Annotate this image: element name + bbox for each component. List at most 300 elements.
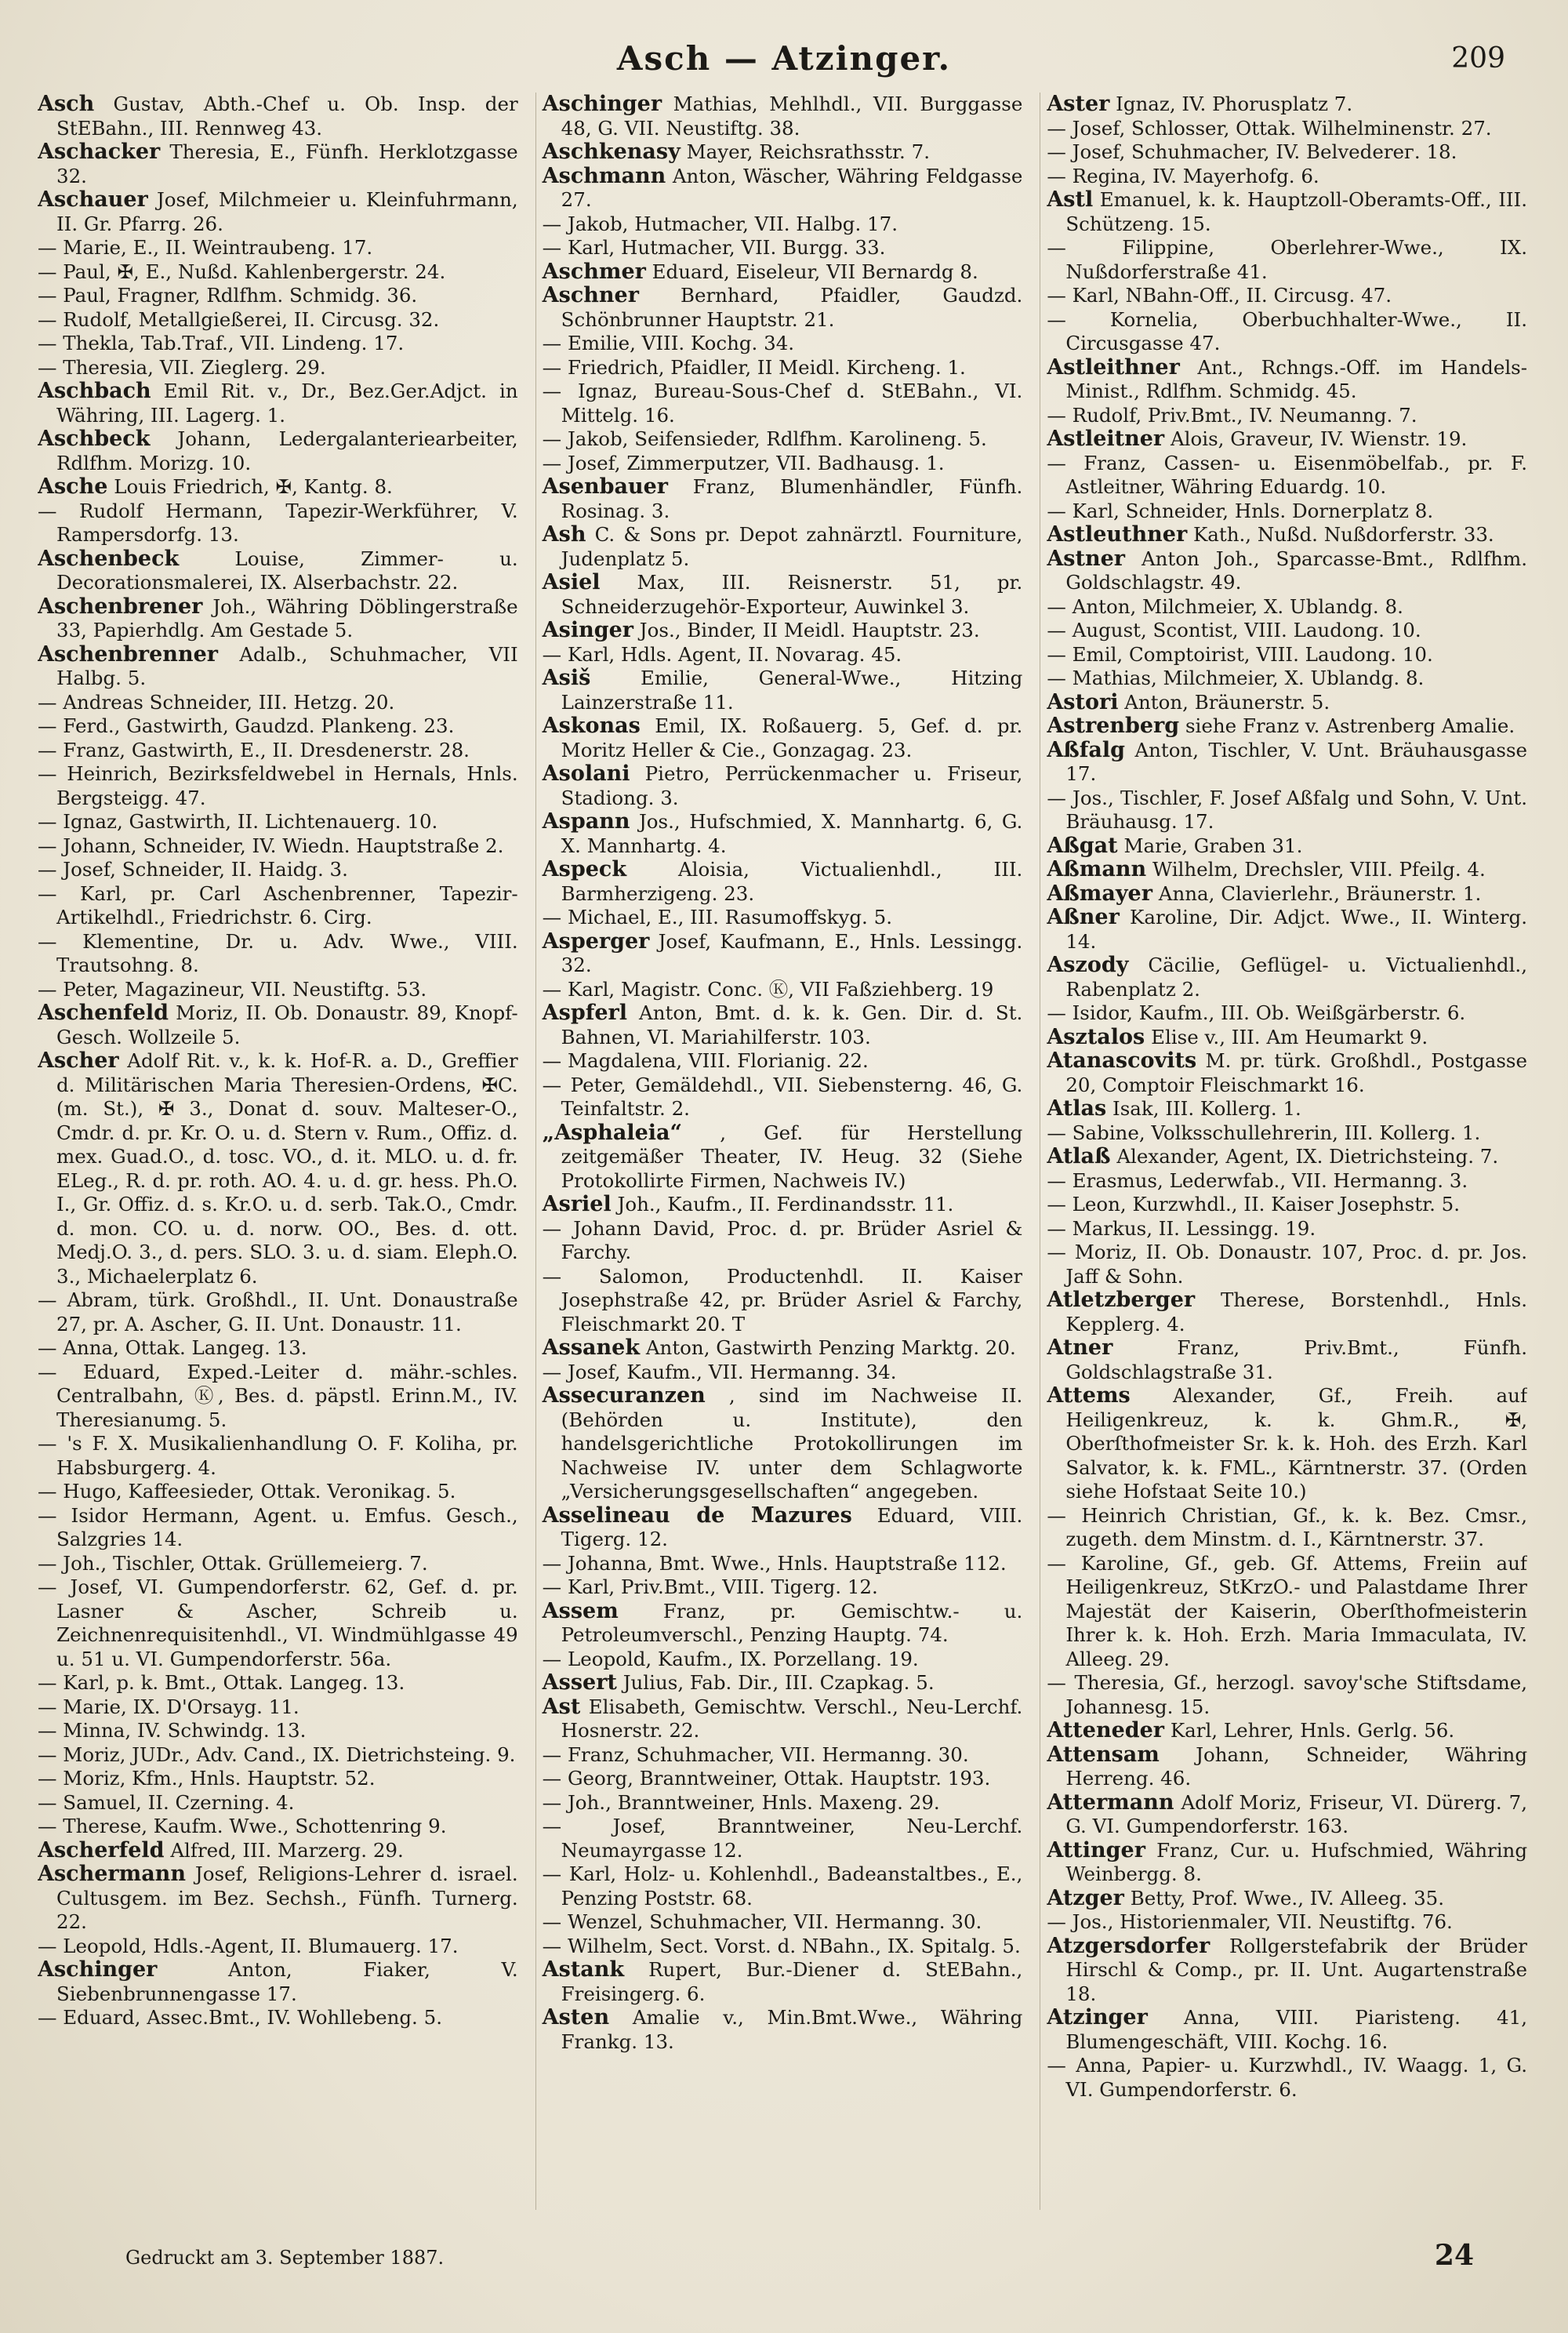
directory-entry [543, 1384, 1023, 1504]
directory-entry [543, 1743, 1023, 1768]
directory-entry [543, 667, 1023, 714]
directory-entry [38, 1504, 518, 1552]
entry-text: Kath., Nußd. Nußdorferstr. 33. [1192, 523, 1494, 546]
directory-entry [1047, 1241, 1527, 1288]
entry-surname: Astl [1047, 187, 1094, 212]
directory-entry [38, 547, 518, 595]
sheet-number: 24 [1434, 2239, 1474, 2272]
entry-text: — Heinrich, Bezirksfeldwebel in Hernals, Hnls. Bergsteigg. 47. [38, 762, 518, 809]
entry-text: Ignaz, IV. Phorusplatz 7. [1116, 93, 1353, 115]
entry-text: — Karl, NBahn-Off., II. Circusg. 47. [1047, 284, 1392, 307]
directory-entry [38, 1575, 518, 1671]
entry-text: Emil Rit. v., Dr., Bez.Ger.Adjct. in Währing, III. Lagerg. 1. [56, 380, 518, 427]
directory-entry [1047, 1145, 1527, 1169]
directory-entry [543, 810, 1023, 858]
entry-text: Julius, Fab. Dir., III. Czapkag. 5. [622, 1671, 935, 1694]
entry-text: — Regina, IV. Mayerhofg. 6. [1047, 164, 1319, 187]
directory-entry [38, 356, 518, 380]
directory-entry [1047, 787, 1527, 834]
entry-surname: Asiš [542, 666, 591, 690]
directory-entry [38, 1288, 518, 1336]
entry-text: — Jakob, Seifensieder, Rdlfhm. Karolineng. 5. [542, 427, 987, 450]
directory-entry [543, 1791, 1023, 1815]
directory-entry [1047, 1743, 1527, 1791]
entry-surname: Aschenbeck [38, 546, 180, 571]
entry-text: Mayer, Reichsrathsstr. 7. [686, 140, 930, 163]
entry-surname: Astleitner [1047, 427, 1165, 451]
directory-entry [543, 475, 1023, 523]
directory-entry [543, 380, 1023, 427]
directory-entry [1047, 906, 1527, 954]
directory-entry [543, 93, 1023, 140]
directory-entry [543, 1121, 1023, 1194]
entry-text: — Anton, Milchmeier, X. Ublandg. 8. [1047, 594, 1403, 618]
directory-entry [38, 1862, 518, 1935]
directory-entry [38, 1935, 518, 1959]
entry-text: — Franz, Gastwirth, E., II. Dresdenerstr. 28. [38, 738, 470, 761]
directory-entry [1047, 165, 1527, 189]
entry-surname: Aschkenasy [542, 140, 681, 164]
directory-entry [38, 427, 518, 475]
directory-entry [38, 1001, 518, 1049]
entry-surname: Aspann [542, 809, 630, 834]
directory-entry [38, 1815, 518, 1839]
entry-surname: Ast [542, 1694, 581, 1719]
print-date: Gedruckt am 3. September 1887. [125, 2247, 445, 2269]
entry-surname: Aschermann [38, 1862, 186, 1886]
directory-entry [543, 762, 1023, 810]
entry-text: Jos., Binder, II Meidl. Hauptstr. 23. [639, 619, 980, 641]
entry-text: Therese, Borstenhdl., Hnls. Kepplerg. 4. [1065, 1288, 1528, 1335]
entry-text: Karl, Lehrer, Hnls. Gerlg. 56. [1170, 1719, 1455, 1742]
entry-text: — Josef, Schuhmacher, IV. Belvederег. 18. [1047, 140, 1457, 163]
entry-text: Elise v., III. Am Heumarkt 9. [1151, 1025, 1428, 1048]
entry-surname: Assert [542, 1670, 617, 1695]
directory-entry [1047, 1935, 1527, 2007]
entry-text: — Josef, Kaufm., VII. Hermanng. 34. [542, 1360, 897, 1383]
directory-entry [1047, 739, 1527, 787]
directory-entry [1047, 1193, 1527, 1217]
directory-entry [543, 1552, 1023, 1576]
entry-surname: Atanascovits [1047, 1048, 1197, 1073]
entry-text: — Heinrich Christian, Gf., k. k. Bez. Cmsr., zugeth. dem Minstm. d. I., Kärntnerstr. 37. [1047, 1503, 1528, 1550]
directory-entry [38, 1552, 518, 1576]
directory-entry [38, 595, 518, 643]
entry-text: — Kornelia, Oberbuchhalter-Wwe., II. Circusgasse 47. [1047, 307, 1528, 354]
entry-text: — Eduard, Exped.-Leiter d. mähr.-schles. Centralbahn, Ⓚ, Bes. d. päpstl. Erinn.M., IV. Theresianumg. 5. [38, 1360, 518, 1431]
entry-text: Joh., Kaufm., II. Ferdinandsstr. 11. [617, 1193, 954, 1216]
entry-text: Jos., Hufschmied, X. Mannhartg. 6, G. X. Mannhartg. 4. [561, 810, 1023, 857]
directory-entry [38, 858, 518, 882]
entry-text: — Marie, E., II. Weintraubeng. 17. [38, 236, 373, 259]
directory-entry [38, 810, 518, 834]
entry-surname: Atner [1047, 1335, 1113, 1360]
entry-surname: Asche [38, 474, 108, 499]
directory-entry [543, 452, 1023, 476]
directory-entry [38, 1743, 518, 1768]
entry-surname: Atlaß [1047, 1144, 1111, 1168]
directory-entry [1047, 1217, 1527, 1241]
directory-entry [1047, 595, 1527, 620]
entry-text: — Moriz, JUDr., Adv. Cand., IX. Dietrichsteing. 9. [38, 1742, 516, 1766]
entry-surname: Attems [1047, 1383, 1131, 1408]
entry-text: Bernhard, Pfaidler, Gaudzd. Schönbrunner Hauptstr. 21. [561, 284, 1023, 331]
entry-text: — Karl, Hdls. Agent, II. Novarag. 45. [542, 642, 902, 666]
entry-surname: Asriel [542, 1192, 612, 1216]
directory-entry [38, 978, 518, 1002]
entry-text: Anton, Wäscher, Währing Feldgasse 27. [561, 164, 1023, 211]
entry-text: — Josef, Branntweiner, Neu-Lerchf. Neumayrgasse 12. [542, 1815, 1023, 1862]
entry-text: — Joh., Tischler, Ottak. Grüllemeierg. 7. [38, 1551, 428, 1575]
entry-text: Louis Friedrich, ✠, Kantg. 8. [114, 475, 393, 498]
entry-surname: Aschmer [542, 259, 646, 284]
directory-entry [543, 1193, 1023, 1217]
directory-entry [543, 1648, 1023, 1672]
entry-surname: Asenbauer [542, 474, 669, 499]
entry-text: — Abram, türk. Großhdl., II. Unt. Donaustraße 27, pr. A. Ascher, G. II. Unt. Donaustr. 11. [38, 1288, 518, 1335]
entry-text: — Joh., Branntweiner, Hnls. Maxeng. 29. [542, 1790, 940, 1814]
entry-text: — Therese, Kaufm. Wwe., Schottenring 9. [38, 1815, 447, 1837]
directory-entry [1047, 1121, 1527, 1146]
entry-text: — Johann, Schneider, IV. Wiedn. Hauptstraße 2. [38, 834, 504, 857]
directory-entry [1047, 1887, 1527, 1911]
directory-entry [38, 475, 518, 500]
directory-entry [543, 165, 1023, 213]
entry-surname: Assem [542, 1598, 619, 1623]
entry-surname: Aschmann [542, 163, 666, 188]
entry-text: — Paul, ✠, E., Nußd. Kahlenbergerstr. 24. [38, 260, 446, 283]
directory-entry [1047, 404, 1527, 428]
entry-text: — Karl, Magistr. Conc. Ⓚ, VII Faßziehberg. 19 [542, 977, 994, 1001]
entry-text: Alois, Graveur, IV. Wienstr. 19. [1170, 427, 1468, 450]
entry-text: Betty, Prof. Wwe., IV. Alleeg. 35. [1130, 1886, 1445, 1910]
directory-entry [38, 260, 518, 285]
directory-entry [1047, 643, 1527, 667]
entry-text: — Erasmus, Lederwfab., VII. Hermanng. 3. [1047, 1168, 1468, 1192]
directory-entry [543, 1336, 1023, 1361]
directory-entry [1047, 714, 1527, 739]
entry-text: Anna, Clavierlehr., Bräunerstr. 1. [1158, 881, 1482, 905]
entry-surname: Asselineau de Mazures [542, 1503, 852, 1528]
entry-text: — Franz, Cassen- u. Eisenmöbelfab., pr. F. Astleitner, Währing Eduardg. 10. [1047, 451, 1528, 498]
running-title: Asch — Atzinger. [616, 39, 952, 78]
entry-surname: Atlas [1047, 1096, 1107, 1121]
directory-entry [1047, 2054, 1527, 2102]
entry-text: — Peter, Magazineur, VII. Neustiftg. 53. [38, 977, 427, 1001]
entry-text: Eduard, Eiseleur, VII Bernardg 8. [652, 260, 978, 283]
entry-surname: Aspeck [542, 857, 627, 881]
entry-surname: Aschenbrenner [38, 641, 218, 667]
entry-text: — Josef, Zimmerputzer, VII. Badhausg. 1. [542, 451, 945, 474]
entry-text: Elisabeth, Gemischtw. Verschl., Neu-Lerchf. Hosnerstr. 22. [561, 1695, 1023, 1742]
directory-entry [543, 1217, 1023, 1265]
entry-surname: Astori [1047, 689, 1119, 714]
entry-text: Josef, Milchmeier u. Kleinfuhrmann, II. Gr. Pfarrg. 26. [56, 188, 518, 235]
entry-text: Anton, Bräunerstr. 5. [1124, 690, 1330, 714]
entry-surname: Aßgat [1047, 833, 1118, 858]
directory-entry [38, 714, 518, 739]
entry-text: Aloisia, Victualienhdl., III. Barmherzigeng. 23. [561, 858, 1023, 905]
directory-entry [543, 1575, 1023, 1600]
entry-surname: Asiel [542, 570, 601, 594]
entry-text: — Karl, p. k. Bmt., Ottak. Langeg. 13. [38, 1671, 405, 1694]
entry-text: Anton, Gastwirth Penzing Marktg. 20. [645, 1336, 1016, 1359]
directory-entry [1047, 2006, 1527, 2054]
entry-text: Franz, Priv.Bmt., Fünfh. Goldschlagstraße 31. [1065, 1336, 1527, 1383]
directory-entry [543, 1767, 1023, 1791]
directory-entry [1047, 1910, 1527, 1935]
directory-entry [543, 284, 1023, 332]
entry-surname: Attinger [1047, 1837, 1145, 1862]
directory-entry [38, 1336, 518, 1361]
entry-text: — Peter, Gemäldehdl., VII. Siebensterng. 46, G. Teinfaltstr. 2. [542, 1073, 1023, 1120]
directory-entry [38, 1361, 518, 1433]
entry-text: — Jos., Tischler, F. Josef Aßfalg und Sohn, V. Unt. Bräuhausg. 17. [1047, 786, 1528, 833]
entry-text: — Samuel, II. Czerning. 4. [38, 1790, 295, 1814]
entry-text: — Franz, Schuhmacher, VII. Hermanng. 30. [542, 1742, 969, 1766]
entry-surname: Aschinger [38, 1957, 158, 1982]
directory-entry [543, 906, 1023, 930]
directory-entry [1047, 1384, 1527, 1504]
entry-surname: Assecuranzen [542, 1383, 706, 1408]
directory-entry [543, 930, 1023, 978]
entry-surname: Aßfalg [1047, 737, 1126, 762]
entry-text: — Emil, Comptoirist, VIII. Laudong. 10. [1047, 642, 1433, 666]
entry-surname: Aschenbrener [38, 594, 203, 619]
entry-text: Max, III. Reisnerstr. 51, pr. Schneiderzugehör-Exporteur, Auwinkel 3. [561, 571, 1023, 618]
entry-text: Adalb., Schuhmacher, VII Halbg. 5. [56, 642, 518, 689]
directory-entry [1047, 284, 1527, 308]
entry-surname: Aster [1047, 93, 1110, 116]
entry-text: — Friedrich, Pfaidler, II Meidl. Kircheng. 1. [542, 355, 966, 379]
entry-text: — Isidor, Kaufm., III. Ob. Weißgärberstr. 6. [1047, 1001, 1466, 1024]
entry-surname: Aschacker [38, 140, 161, 164]
directory-entry [1047, 667, 1527, 691]
entry-surname: Atletzberger [1047, 1288, 1196, 1312]
entry-text: — Karl, Holz- u. Kohlenhdl., Badeanstaltbes., E., Penzing Poststr. 68. [542, 1862, 1023, 1910]
entry-surname: Aschbeck [38, 427, 151, 451]
entry-surname: Asztalos [1047, 1024, 1145, 1049]
entry-surname: Astleithner [1047, 354, 1180, 380]
entry-text: — Isidor Hermann, Agent. u. Emfus. Gesch., Salzgries 14. [38, 1503, 518, 1550]
directory-entry [543, 1815, 1023, 1862]
entry-text: Eduard, VIII. Tigerg. 12. [561, 1503, 1023, 1550]
directory-entry [1047, 691, 1527, 715]
directory-entry [543, 1600, 1023, 1648]
entry-text: , sind im Nachweise II. (Behörden u. Institute), den handelsgerichtliche Protokollirungen im Nachweise IV. unter dem Schlagworte „Versicherungsgesellschaften“ angegeben. [561, 1384, 1023, 1503]
directory-entry [1047, 117, 1527, 141]
directory-entry [1047, 356, 1527, 404]
directory-entry [543, 1361, 1023, 1385]
directory-entry [38, 1480, 518, 1504]
directory-entry [38, 1432, 518, 1480]
directory-entry [38, 739, 518, 763]
directory-entry [1047, 1504, 1527, 1552]
entry-text: — Leon, Kurzwhdl., II. Kaiser Josephstr. 5. [1047, 1193, 1461, 1216]
directory-entry [543, 1958, 1023, 2006]
entry-text: — August, Scontist, VIII. Laudong. 10. [1047, 619, 1421, 641]
entry-text: — Mathias, Milchmeier, X. Ublandg. 8. [1047, 667, 1425, 689]
directory-entry [38, 930, 518, 978]
entry-text: — Anna, Ottak. Langeg. 13. [38, 1336, 307, 1359]
entry-text: Marie, Graben 31. [1123, 834, 1303, 857]
directory-entry [1047, 834, 1527, 859]
directory-entry [1047, 882, 1527, 907]
entry-text: — Josef, VI. Gumpendorferstr. 62, Gef. d. pr. Lasner & Ascher, Schreib u. Zeichnenrequisitenhdl., VI. Windmühlgasse 49 u. 51 u. VI. Gumpendorferstr. 56a. [38, 1575, 518, 1670]
directory-entry [38, 762, 518, 810]
entry-surname: Aschinger [542, 93, 662, 116]
entry-surname: Ash [542, 522, 586, 547]
directory-entry [38, 188, 518, 236]
entry-text: Franz, Cur. u. Hufschmied, Währing Weinbergg. 8. [1065, 1838, 1528, 1885]
entry-text: — Johanna, Bmt. Wwe., Hnls. Hauptstraße 112. [542, 1551, 1007, 1575]
entry-text: — Moriz, II. Ob. Donaustr. 107, Proc. d. pr. Jos. Jaff & Sohn. [1047, 1241, 1528, 1288]
directory-entry [543, 332, 1023, 356]
directory-entry [1047, 954, 1527, 1001]
directory-entry [38, 1767, 518, 1791]
directory-entry [1047, 1288, 1527, 1336]
entry-text: Josef, Religions-Lehrer d. israel. Cultusgem. im Bez. Sechsh., Fünfh. Turnerg. 22. [56, 1862, 518, 1933]
entry-text: Johann, Schneider, Währing Herreng. 46. [1065, 1742, 1528, 1790]
entry-text: — Karl, Hutmacher, VII. Burgg. 33. [542, 236, 886, 259]
entry-text: — Karl, pr. Carl Aschenbrenner, Tapezir-Artikelhdl., Friedrichstr. 6. Cirg. [38, 881, 518, 928]
entry-text: — Emilie, VIII. Kochg. 34. [542, 332, 795, 354]
directory-entry [38, 332, 518, 356]
directory-entry [38, 500, 518, 547]
entry-text: — Ferd., Gastwirth, Gaudzd. Plankeng. 23. [38, 714, 455, 737]
directory-entry [543, 1910, 1023, 1935]
entry-surname: Assanek [542, 1335, 641, 1360]
entry-text: Emil, IX. Roßauerg. 5, Gef. d. pr. Moritz Heller & Cie., Gonzagag. 23. [561, 714, 1023, 761]
entry-text: C. & Sons pr. Depot zahnärztl. Fourniture, Judenplatz 5. [561, 523, 1023, 570]
directory-entry [1047, 523, 1527, 547]
directory-entry [38, 1791, 518, 1815]
entry-text: — Leopold, Kaufm., IX. Porzellang. 19. [542, 1647, 919, 1670]
directory-entry [543, 427, 1023, 452]
entry-text: Mathias, Mehlhdl., VII. Burggasse 48, G. VII. Neustiftg. 38. [561, 93, 1023, 140]
text-columns [38, 93, 1527, 2210]
directory-entry [1047, 236, 1527, 284]
directory-entry [38, 284, 518, 308]
entry-text: — Klementine, Dr. u. Adv. Wwe., VIII. Trautsohng. 8. [38, 929, 518, 976]
entry-surname: Aschner [542, 283, 639, 307]
entry-surname: Atzgersdorfer [1047, 1933, 1210, 1958]
entry-text: — Wilhelm, Sect. Vorst. d. NBahn., IX. Spitalg. 5. [542, 1934, 1021, 1957]
directory-entry [543, 1935, 1023, 1959]
entry-text: — Karoline, Gf., geb. Gf. Attems, Freiin auf Heiligenkreuz, StKrzO.- und Palastdame Ihrer Majestät der Kaiserin, Oberſthofmeisterin Ihrer k. k. Hoh. Erzh. Maria Immaculata, IV. Alleeg. 29. [1047, 1551, 1528, 1670]
entry-surname: Aschbach [38, 379, 151, 403]
entry-text: — Karl, Priv.Bmt., VIII. Tigerg. 12. [542, 1575, 878, 1598]
entry-text: Theresia, E., Fünfh. Herklotzgasse 32. [56, 140, 518, 187]
directory-entry [543, 1862, 1023, 1910]
entry-text: , Gef. für Herstellung zeitgemäßer Theater, IV. Heug. 32 (Siehe Protokollirte Firmen, Nachweis IV.) [561, 1121, 1023, 1192]
entry-text: — Andreas Schneider, III. Hetzg. 20. [38, 690, 395, 714]
directory-entry [1047, 308, 1527, 356]
entry-surname: Astank [542, 1957, 625, 1982]
entry-text: Pietro, Perrückenmacher u. Friseur, Stadiong. 3. [561, 762, 1023, 809]
directory-entry [1047, 93, 1527, 117]
directory-entry [543, 1265, 1023, 1337]
directory-entry [1047, 140, 1527, 165]
column-2 [535, 93, 1023, 2210]
entry-text: Franz, Blumenhändler, Fünfh. Rosinag. 3. [561, 475, 1023, 522]
entry-surname: Atzger [1047, 1885, 1124, 1910]
directory-entry [543, 1695, 1023, 1743]
entry-text: Alexander, Gf., Freih. auf Heiligenkreuz, k. k. Ghm.R., ✠, Oberſthofmeister Sr. k. k. Hoh. des Erzh. Karl Salvator, k. k. FML., Kärntnerstr. 37. (Orden siehe Hofstaat Seite 10.) [1065, 1384, 1528, 1503]
entry-text: — Theresia, Gf., herzogl. savoy'sche Stiftsdame, Johannesg. 15. [1047, 1671, 1528, 1718]
entry-text: — Ignaz, Bureau-Sous-Chef d. StEBahn., VI. Mittelg. 16. [542, 380, 1023, 427]
directory-entry [1047, 1049, 1527, 1097]
entry-text: Adolf Rit. v., k. k. Hof-R. a. D., Greffier d. Militärischen Maria Theresien-Ordens, ✠C. (m. St.), ✠ 3., Donat d. souv. Malteser-O., Cmdr. d. pr. Kr. O. u. d. Stern v. Rum., Offiz. d. mex. Guad.O., d. tosc. VO., d. it. MLO. u. d. fr. ELeg., R. d. pr. roth. AO. 4. u. d. gr. hess. Ph.O. I., Gr. Offiz. d. s. Kr.O. u. d. serb. Tak.O., Cmdr. d. mon. CO. u. d. norw. OO., Bes. d. ott. Medj.O. 3., d. pers. SLO. 3. u. d. siam. Eleph.O. 3., Michaelerplatz 6. [56, 1049, 518, 1288]
entry-text: — Minna, IV. Schwindg. 13. [38, 1719, 307, 1742]
directory-entry [1047, 500, 1527, 524]
entry-text: Cäcilie, Geflügel- u. Victualienhdl., Rabenplatz 2. [1065, 954, 1527, 1001]
entry-surname: „Asphaleia“ [542, 1120, 683, 1145]
entry-text: — Johann David, Proc. d. pr. Brüder Asriel & Farchy. [542, 1216, 1023, 1263]
entry-text: Amalie v., Min.Bmt.Wwe., Währing Frankg. 13. [561, 2006, 1023, 2053]
directory-entry [1047, 1169, 1527, 1194]
entry-text: Johann, Ledergalanteriearbeiter, Rdlfhm. Morizg. 10. [56, 427, 518, 474]
entry-text: — Sabine, Volksschullehrerin, III. Kollerg. 1. [1047, 1121, 1481, 1144]
directory-entry [543, 1671, 1023, 1695]
entry-text: Josef, Kaufmann, E., Hnls. Lessingg. 32. [561, 929, 1023, 976]
directory-entry [1047, 619, 1527, 643]
entry-text: Moriz, II. Ob. Donaustr. 89, Knopf-Gesch. Wollzeile 5. [56, 1001, 518, 1048]
entry-text: Alexander, Agent, IX. Dietrichsteing. 7. [1116, 1145, 1499, 1168]
entry-text: — Moriz, Kfm., Hnls. Hauptstr. 52. [38, 1767, 376, 1790]
directory-entry [543, 236, 1023, 260]
entry-text: Rupert, Bur.-Diener d. StEBahn., Freisingerg. 6. [561, 1958, 1023, 2005]
directory-entry [1047, 188, 1527, 236]
directory-entry [38, 691, 518, 715]
entry-text: Louise, Zimmer- u. Decorationsmalerei, IX. Alserbachstr. 22. [56, 547, 518, 594]
entry-text: M. pr. türk. Großhdl., Postgasse 20, Comptoir Fleischmarkt 16. [1065, 1049, 1528, 1096]
entry-text: Wilhelm, Drechsler, VIII. Pfeilg. 4. [1152, 858, 1486, 881]
page-footer [47, 2239, 1521, 2286]
directory-entry [38, 1671, 518, 1695]
directory-entry [38, 140, 518, 188]
entry-text: Anna, VIII. Piaristeng. 41, Blumengeschäft, VIII. Kochg. 16. [1065, 2006, 1527, 2053]
entry-text: — Leopold, Hdls.-Agent, II. Blumauerg. 17. [38, 1934, 459, 1957]
entry-surname: Asolani [542, 761, 630, 786]
directory-entry [543, 1049, 1023, 1074]
directory-entry [1047, 1001, 1527, 1026]
directory-entry [1047, 858, 1527, 882]
entry-surname: Aschauer [38, 187, 148, 212]
directory-entry [38, 93, 518, 140]
page-number: 209 [1451, 42, 1505, 74]
entry-text: — Anna, Papier- u. Kurzwhdl., IV. Waagg. 1, G. VI. Gumpendorferstr. 6. [1047, 2054, 1528, 2101]
directory-entry [543, 2006, 1023, 2054]
entry-text: — Rudolf, Metallgießerei, II. Circusg. 32. [38, 307, 440, 331]
directory-entry [543, 260, 1023, 285]
entry-text: Ant., Rchngs.-Off. im Handels-Minist., Rdlfhm. Schmidg. 45. [1065, 355, 1528, 402]
entry-text: — Josef, Schlosser, Ottak. Wilhelminenstr. 27. [1047, 116, 1492, 140]
entry-surname: Ascherfeld [38, 1837, 165, 1862]
entry-text: Karoline, Dir. Adjct. Wwe., II. Winterg. 14. [1065, 906, 1528, 953]
entry-text: — Filippine, Oberlehrer-Wwe., IX. Nußdorferstraße 41. [1047, 236, 1528, 283]
entry-text: — Rudolf, Priv.Bmt., IV. Neumanng. 7. [1047, 403, 1417, 427]
entry-surname: Atteneder [1047, 1718, 1165, 1742]
directory-entry [1047, 1336, 1527, 1384]
directory-entry [543, 643, 1023, 667]
directory-entry [1047, 427, 1527, 452]
entry-text: — 's F. X. Musikalienhandlung O. F. Koliha, pr. Habsburgerg. 4. [38, 1432, 518, 1479]
entry-surname: Asten [542, 2005, 610, 2030]
entry-text: — Magdalena, VIII. Florianig. 22. [542, 1049, 869, 1072]
directory-entry [38, 2006, 518, 2030]
entry-text: — Rudolf Hermann, Tapezir-Werkführer, V. Rampersdorfg. 13. [38, 499, 518, 546]
